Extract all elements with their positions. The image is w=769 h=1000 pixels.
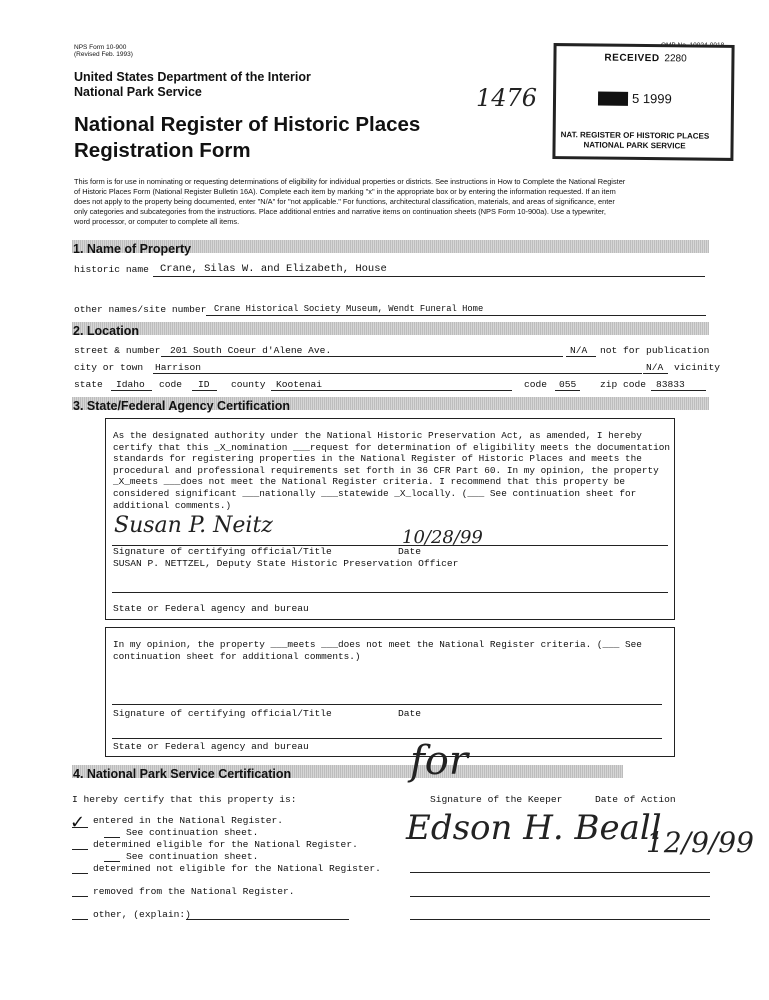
other-names-line bbox=[206, 315, 706, 316]
cert-line: certify that this _X_nomination ___request for determination of eligibility meets the documentation bbox=[113, 441, 670, 453]
checkbox-entered[interactable] bbox=[72, 827, 88, 828]
state-value[interactable]: Idaho bbox=[116, 379, 145, 390]
checkbox-removed[interactable] bbox=[72, 896, 88, 897]
section-2-heading: 2. Location bbox=[73, 324, 139, 338]
zip-value[interactable]: 83833 bbox=[656, 379, 685, 390]
cert-line: _X_meets ___does not meet the National Register criteria. I recommend that this property be bbox=[113, 476, 625, 488]
stamp-received: RECEIVED bbox=[604, 52, 660, 65]
city-line bbox=[153, 373, 642, 374]
action-date-label: Date of Action bbox=[595, 794, 676, 805]
street-label: street & number bbox=[74, 345, 161, 356]
stamp-date: 5 1999 bbox=[631, 90, 672, 107]
instructions bbox=[74, 177, 714, 227]
form-title-1: National Register of Historic Places bbox=[74, 113, 421, 136]
section-4-bar bbox=[72, 765, 623, 781]
cert-line: considered significant ___nationally ___statewide _X_locally. (___ See continuation sheet for bbox=[113, 487, 637, 499]
cert-line: As the designated authority under the National Historic Preservation Act, as amended, I hereby bbox=[113, 430, 642, 441]
zip-label: zip code bbox=[600, 379, 647, 390]
bureau-line-2 bbox=[112, 738, 662, 739]
state-line bbox=[111, 390, 152, 391]
nps-certify-text: I hereby certify that this property is: bbox=[72, 794, 297, 805]
omb-number: OMB No. 10024-0018 bbox=[661, 42, 725, 49]
keeper-signature: Edson H. Beall bbox=[406, 808, 662, 848]
agency: National Park Service bbox=[74, 85, 202, 99]
certification-text bbox=[113, 430, 670, 511]
street-line bbox=[161, 356, 563, 357]
county-line bbox=[271, 390, 512, 391]
opinion-line: continuation sheet for additional comments.) bbox=[113, 650, 361, 662]
vicinity-line bbox=[643, 373, 668, 374]
zip-line bbox=[651, 390, 706, 391]
city-label: city or town bbox=[74, 362, 144, 373]
county-value[interactable]: Kootenai bbox=[276, 379, 323, 390]
keeper-line-3 bbox=[410, 919, 710, 920]
certifying-official-name: SUSAN P. NETTZEL, Deputy State Historic Preservation Officer bbox=[113, 558, 459, 569]
other-explain-line[interactable] bbox=[186, 919, 349, 920]
checkbox-not-eligible[interactable] bbox=[72, 873, 88, 874]
stamp-redacted-mark bbox=[598, 92, 628, 106]
action-date-handwritten: 12/9/99 bbox=[646, 826, 754, 859]
section-3-bar bbox=[72, 397, 709, 413]
county-code-line bbox=[555, 390, 580, 391]
signature-label-2: Signature of certifying official/Title bbox=[113, 708, 332, 719]
instruction-line: does not apply to the property being documented, enter "N/A" for "not applicable." For functions, architectural classification, materials, and areas of significance, enter bbox=[74, 197, 615, 206]
option-entered: entered in the National Register. bbox=[93, 815, 283, 826]
historic-name-label: historic name bbox=[74, 264, 149, 275]
section-3-heading: 3. State/Federal Agency Certification bbox=[73, 399, 290, 413]
state-code-line bbox=[192, 390, 217, 391]
city-value[interactable]: Harrison bbox=[155, 362, 202, 373]
county-code-value[interactable]: 055 bbox=[559, 379, 577, 390]
state-label: state bbox=[74, 379, 103, 390]
form-number: NPS Form 10-900 bbox=[74, 44, 127, 51]
section-1-bar bbox=[72, 240, 709, 256]
section-1-heading: 1. Name of Property bbox=[73, 242, 192, 256]
option-eligible: determined eligible for the National Register. bbox=[93, 839, 358, 850]
section-2-bar bbox=[72, 322, 709, 338]
certifying-date-handwritten: 10/28/99 bbox=[402, 527, 483, 548]
instruction-line: of Historic Places Form (National Register Bulletin 16A). Complete each item by marking "x" in the appropriate box or by entering the information requested. If an item bbox=[74, 187, 616, 196]
option-not-eligible: determined not eligible for the National Register. bbox=[93, 863, 381, 874]
checkmark-icon: ✓ bbox=[70, 812, 86, 833]
department: United States Department of the Interior bbox=[74, 70, 311, 84]
bureau-line-1 bbox=[112, 592, 668, 593]
state-code-value[interactable]: ID bbox=[198, 379, 210, 390]
option-other: other, (explain:) bbox=[93, 909, 191, 920]
cert-line: procedural and professional requirements set forth in 36 CFR Part 60. In my opinion, the property bbox=[113, 464, 659, 476]
cert-line: additional comments.) bbox=[113, 499, 232, 511]
vicinity-value[interactable]: N/A bbox=[646, 362, 664, 373]
county-label: county bbox=[231, 379, 266, 390]
opinion-box bbox=[105, 627, 675, 757]
option-removed: removed from the National Register. bbox=[93, 886, 295, 897]
historic-name-value[interactable]: Crane, Silas W. and Elizabeth, House bbox=[160, 263, 387, 275]
instruction-line: This form is for use in nominating or requesting determinations of eligibility for individual properties or districts. See instructions in How to Complete the National Register bbox=[74, 177, 626, 186]
county-code-label: code bbox=[524, 379, 548, 390]
received-stamp bbox=[552, 43, 734, 161]
option-entered-continuation: See continuation sheet. bbox=[126, 827, 259, 838]
stamp-line1: NAT. REGISTER OF HISTORIC PLACES bbox=[560, 130, 710, 141]
vicinity-label: vicinity bbox=[674, 362, 721, 373]
state-certification-box bbox=[105, 418, 675, 620]
date-label-1: Date bbox=[398, 546, 422, 557]
keeper-label: Signature of the Keeper bbox=[430, 794, 563, 805]
stamp-line2: NATIONAL PARK SERVICE bbox=[583, 140, 686, 151]
date-label-2: Date bbox=[398, 708, 422, 719]
keeper-line-1 bbox=[410, 872, 710, 873]
bureau-label-1: State or Federal agency and bureau bbox=[113, 603, 309, 614]
signature-line-2 bbox=[112, 704, 662, 705]
instruction-line: word processor, or computer to complete all items. bbox=[74, 217, 240, 226]
checkbox-entered-continuation[interactable] bbox=[104, 837, 120, 838]
checkbox-eligible[interactable] bbox=[72, 849, 88, 850]
other-names-value[interactable]: Crane Historical Society Museum, Wendt Funeral Home bbox=[214, 304, 484, 314]
not-publication-value[interactable]: N/A bbox=[570, 345, 588, 356]
certifying-signature: Susan P. Neitz bbox=[114, 513, 273, 538]
keeper-line-2 bbox=[410, 896, 710, 897]
historic-name-line bbox=[153, 276, 705, 277]
section-4-heading: 4. National Park Service Certification bbox=[73, 767, 292, 781]
form-title-2: Registration Form bbox=[74, 139, 251, 162]
checkbox-other[interactable] bbox=[72, 919, 88, 920]
handwritten-for: for bbox=[410, 738, 469, 784]
state-code-label: code bbox=[159, 379, 183, 390]
form-revision: (Revised Feb. 1993) bbox=[74, 51, 133, 58]
signature-label-1: Signature of certifying official/Title bbox=[113, 546, 332, 557]
stamp-code: 2280 bbox=[664, 53, 687, 65]
option-eligible-continuation: See continuation sheet. bbox=[126, 851, 259, 862]
street-value[interactable]: 201 South Coeur d'Alene Ave. bbox=[170, 345, 332, 356]
other-names-label: other names/site number bbox=[74, 304, 207, 315]
opinion-text bbox=[113, 639, 642, 662]
not-publication-line bbox=[566, 356, 596, 357]
not-publication-label: not for publication bbox=[600, 345, 710, 356]
checkbox-eligible-continuation[interactable] bbox=[104, 861, 120, 862]
cert-line: standards for registering properties in the National Register of Historic Places and meets the bbox=[113, 453, 642, 465]
instruction-line: only categories and subcategories from the instructions. Place additional entries and narrative items on continuation sheets (NPS Form 10-900a). Use a typewriter, bbox=[74, 207, 606, 216]
opinion-line: In my opinion, the property ___meets ___does not meet the National Register criteria. (___ See bbox=[113, 639, 642, 650]
bureau-label-2: State or Federal agency and bureau bbox=[113, 741, 309, 752]
handwritten-reference-number: 1476 bbox=[476, 84, 538, 112]
